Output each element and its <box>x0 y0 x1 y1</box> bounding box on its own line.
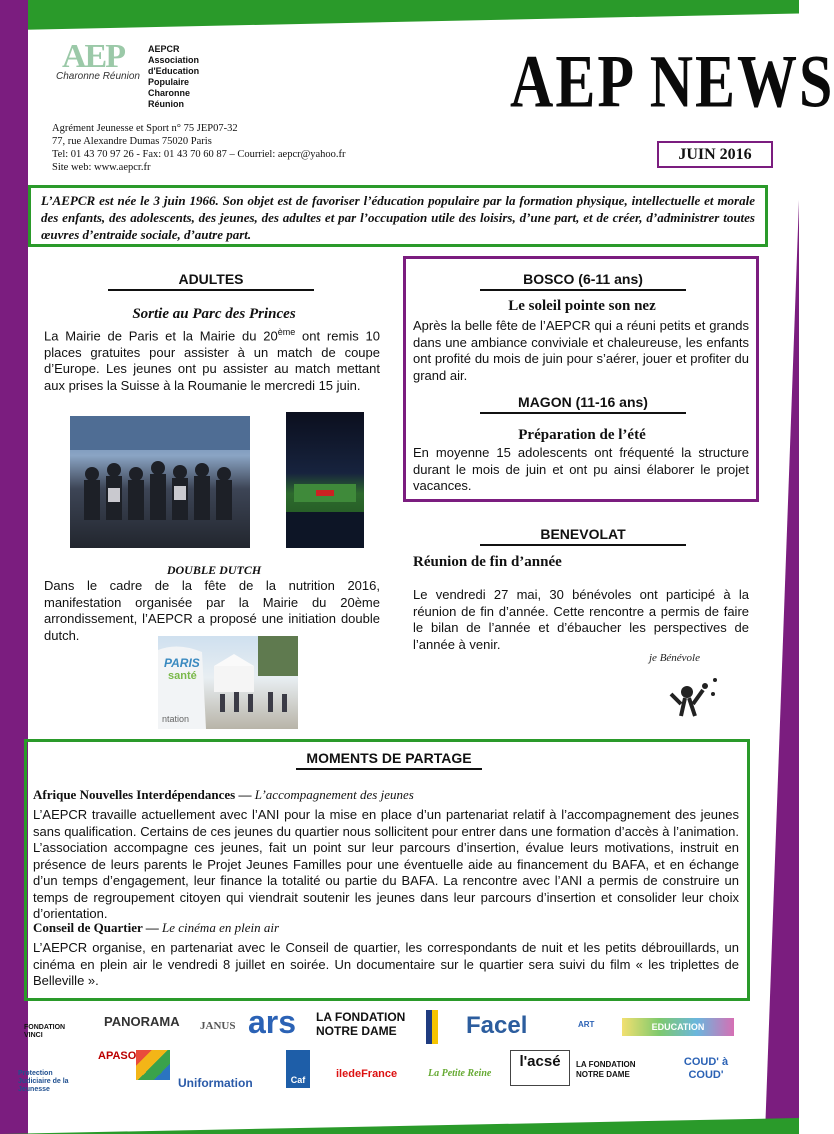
logo-letters: AEP <box>62 38 124 75</box>
sponsors <box>0 1004 799 1114</box>
sponsor-fondation-nd-2: LA FONDATION NOTRE DAME <box>576 1060 636 1079</box>
contact-line: Site web: www.aepcr.fr <box>52 162 151 173</box>
sponsor-ela: EDUCATION <box>622 1018 734 1036</box>
ani-title <box>33 787 733 803</box>
stadium-photo-details <box>286 412 364 548</box>
org-line: Association <box>148 55 200 65</box>
sponsor-janus: JANUS <box>200 1020 236 1032</box>
sponsor-pj: Protection Judiciaire de la Jeunesse <box>18 1070 69 1093</box>
bosco-subheading: Le soleil pointe son nez <box>508 298 656 314</box>
benevolat-heading: BENEVOLAT <box>480 526 686 546</box>
adultes-heading: ADULTES <box>108 271 314 291</box>
conseil-title-sub: Le cinéma en plein air <box>162 920 280 935</box>
adultes-body-end: ont remis 10 places gratuites pour assister à un match de coupe d’Europe. Les jeunes ont pu assister au match mettant aux prises la Suisse à la Roumanie le mercredi 15 juin. <box>44 328 380 393</box>
sponsor-panorama: PANORAMA <box>104 1014 180 1029</box>
sponsor-art: ART <box>578 1020 595 1029</box>
adultes-subheading: Sortie au Parc des Princes <box>132 306 296 322</box>
sponsor-iledefrance: iledeFrance <box>336 1068 398 1080</box>
newsletter-title: AEP NEWS <box>510 40 834 123</box>
adultes-body-start: La Mairie de Paris et la Mairie du 20 <box>44 328 278 344</box>
sponsor-caf: Caf <box>286 1050 310 1088</box>
colorful-logo <box>136 1050 170 1080</box>
ani-body: L’AEPCR travaille actuellement avec l’ANI pour la mise en place d’un partenariat relatif à l’accompagnement des jeunes sans qualification. Certains de ces jeunes du quartier nous sollicitent pour entrer dans une formation d’accès à l’animation. L’association accompagne ces jeunes, fait un point sur leur parcours d’insertion, évalue leurs motivations, instruit en présence de leurs parents le Projet Jeunes Familles pour une éventuelle aide au financement du BAFA, et en échange d’un temps d’engagement, leur finance la totalité ou partie du BAFA. La rencontre avec l’ANI a permis de construire un temps de regroupement citoyen qui viendrait soutenir les jeunes dans leur parcours d’insertion et consolider leur choix d’orientation. <box>33 807 739 921</box>
stadium-photo <box>286 412 364 548</box>
fondation-nd-mark <box>426 1010 438 1044</box>
sponsor-uniformation: Uniformation <box>178 1076 253 1090</box>
sponsor-facel: Facel <box>466 1012 528 1039</box>
contact-line: Agrément Jeunesse et Sport n° 75 JEP07-32 <box>52 123 238 134</box>
intro-box: L’AEPCR est née le 3 juin 1966. Son objet est de favoriser l’éducation populaire par la formation physique, intellectuelle et morale des enfants, des adolescents, des jeunes, des adultes et par l’occupation utile des loisirs, d’une part, et de créer, d’administrer toutes œuvres d’entraide sociale, d’autre part. <box>28 185 768 247</box>
festival-sign-subtext: santé <box>168 670 197 682</box>
ani-title-main: Afrique Nouvelles Interdépendances — <box>33 787 252 802</box>
org-line: Réunion <box>148 99 184 109</box>
sponsor-petite-reine: La Petite Reine <box>428 1068 492 1079</box>
aep-logo <box>52 38 140 84</box>
sponsor-acse: l'acsé <box>510 1050 570 1086</box>
adultes-body <box>44 324 380 394</box>
contact-line: 77, rue Alexandre Dumas 75020 Paris <box>52 136 212 147</box>
org-line: AEPCR <box>148 44 180 54</box>
benevolat-subheading: Réunion de fin d’année <box>413 554 562 570</box>
festival-photo <box>158 636 298 729</box>
org-line: Charonne <box>148 88 191 98</box>
right-purple-border <box>765 200 799 1134</box>
magon-subheading: Préparation de l’été <box>518 427 646 443</box>
sponsor-vinci: FONDATION VINCI <box>24 1024 66 1039</box>
double-dutch-body: Dans le cadre de la fête de la nutrition 2016, manifestation organisée par la Mairie du 20ème arrondissement, l’AEPCR a proposé une initiation double dutch. <box>44 578 380 643</box>
benevole-illustration <box>645 650 741 724</box>
bosco-body: Après la belle fête de l’AEPCR qui a réuni petits et grands dans une ambiance conviviale et chaleureuse, les enfants ont profité du mois de juin pour s’aérer, jouer et profiter du grand air. <box>413 318 749 383</box>
adultes-body-sup: ème <box>277 327 296 337</box>
top-green-border <box>14 0 799 30</box>
group-photo-figures <box>70 416 250 548</box>
magon-heading: MAGON (11-16 ans) <box>480 394 686 414</box>
bottom-green-border <box>0 1118 799 1134</box>
conseil-title <box>33 920 733 936</box>
ani-title-sub: L’accompagnement des jeunes <box>254 787 414 802</box>
double-dutch-heading: DOUBLE DUTCH <box>166 563 262 577</box>
issue-date: JUIN 2016 <box>657 141 773 168</box>
contact-info <box>52 122 346 174</box>
benevole-illustration-text: je Bénévole <box>649 652 700 664</box>
sponsor-coud: COUD' à COUD' <box>683 1056 729 1081</box>
logo-caption: Charonne Réunion <box>56 71 140 82</box>
conseil-title-main: Conseil de Quartier — <box>33 920 159 935</box>
festival-caption: ntation <box>162 714 190 724</box>
org-line: Populaire <box>148 77 190 87</box>
org-line: d'Education <box>148 66 200 76</box>
bosco-heading: BOSCO (6-11 ans) <box>480 271 686 291</box>
benevolat-body: Le vendredi 27 mai, 30 bénévoles ont participé à la réunion de fin d’année. Cette rencontre a permis de faire le bilan de l’année et d’ébaucher les perspectives de l’année à venir. <box>413 587 749 652</box>
sponsor-ars: ars <box>248 1004 297 1040</box>
sponsor-fondation-nd: LA FONDATION NOTRE DAME <box>316 1010 406 1038</box>
sponsor-apaso: APASO <box>98 1050 137 1062</box>
contact-line: Tel: 01 43 70 97 26 - Fax: 01 43 70 60 87 – Courriel: aepcr@yahoo.fr <box>52 149 346 160</box>
moments-heading: MOMENTS DE PARTAGE <box>296 750 482 770</box>
org-name <box>148 44 199 110</box>
group-photo <box>70 416 250 548</box>
conseil-body: L’AEPCR organise, en partenariat avec le Conseil de quartier, les correspondants de nuit et les petits débrouillards, un cinéma en plein air le vendredi 8 juillet en soirée. Un documentaire sur le quartier sera suivi du film « les triplettes de Belleville ». <box>33 940 739 988</box>
festival-sign-text: PARIS <box>164 656 200 670</box>
magon-body: En moyenne 15 adolescents ont fréquenté la structure durant le mois de juin et ont pu ainsi élaborer le projet vacances. <box>413 445 749 493</box>
